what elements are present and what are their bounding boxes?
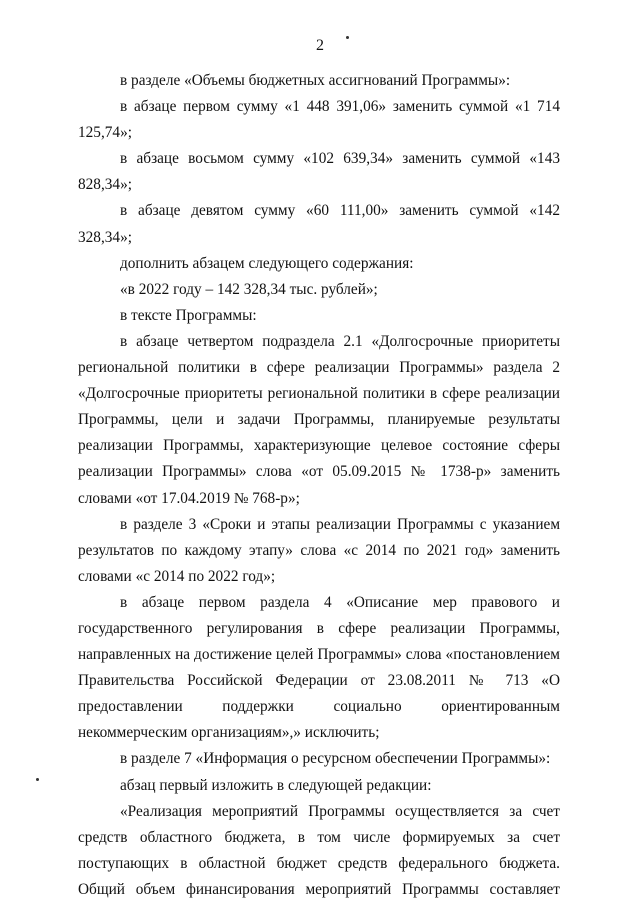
- paragraph-add-abstract: дополнить абзацем следующего содержания:: [120, 254, 414, 272]
- paragraph-2022-amount: «в 2022 году – 142 328,34 тыс. рублей»;: [120, 280, 378, 298]
- paragraph-first-abstract-amount: в абзаце первом сумму «1 448 391,06» заменить суммой «1 714 125,74»;: [78, 98, 560, 142]
- paragraph-section-7-heading: в разделе 7 «Информация о ресурсном обеспечении Программы»:: [120, 750, 551, 768]
- scan-artifact-dot: [36, 778, 39, 781]
- paragraph-eighth-abstract-amount: в абзаце восьмом сумму «102 639,34» заменить суммой «143 828,34»;: [78, 150, 560, 194]
- page-number: 2: [316, 37, 324, 54]
- paragraph-first-abstract-edit: абзац первый изложить в следующей редакции:: [120, 776, 432, 794]
- paragraph-financing: «Реализация мероприятий Программы осуществляется за счет средств областного бюджета, в том числе формируемых за счет поступающих в областной бюджет средств федерального бюджета. Общий объем финансирования мероприятий Программы составляет: [78, 802, 560, 898]
- paragraph-subsection-2-1: в абзаце четвертом подраздела 2.1 «Долгосрочные приоритеты региональной политики в сфере реализации Программы» раздела 2 «Долгосрочные приоритеты региональной политики в сфере реализации Программы, цели и задачи Программы, планируемые результаты реализации Программы, характеризующие целевое состояние сферы реализации Программы» слова «от 05.09.2015 № 1738-р» заменить словами «от 17.04.2019 № 768-р»;: [78, 332, 560, 507]
- paragraph-program-text-heading: в тексте Программы:: [120, 306, 257, 324]
- scan-artifact-dot: [346, 36, 349, 39]
- document-body: [78, 68, 560, 903]
- paragraph-ninth-abstract-amount: в абзаце девятом сумму «60 111,00» заменить суммой «142 328,34»;: [78, 202, 560, 246]
- paragraph-budget-section-heading: в разделе «Объемы бюджетных ассигнований Программы»:: [120, 72, 511, 89]
- paragraph-section-3: в разделе 3 «Сроки и этапы реализации Программы с указанием результатов по каждому этапу» слова «с 2014 по 2021 год» заменить словами «с 2014 по 2022 год»;: [78, 515, 560, 585]
- paragraph-section-4: в абзаце первом раздела 4 «Описание мер правового и государственного регулирования в сфере реализации Программы, направленных на достижение целей Программы» слова «постановлением Правительства Российской Федерации от 23.08.2011 № 713 «О предоставлении поддержки социально ориентированным некоммерческим организациям»,» исключить;: [78, 593, 560, 742]
